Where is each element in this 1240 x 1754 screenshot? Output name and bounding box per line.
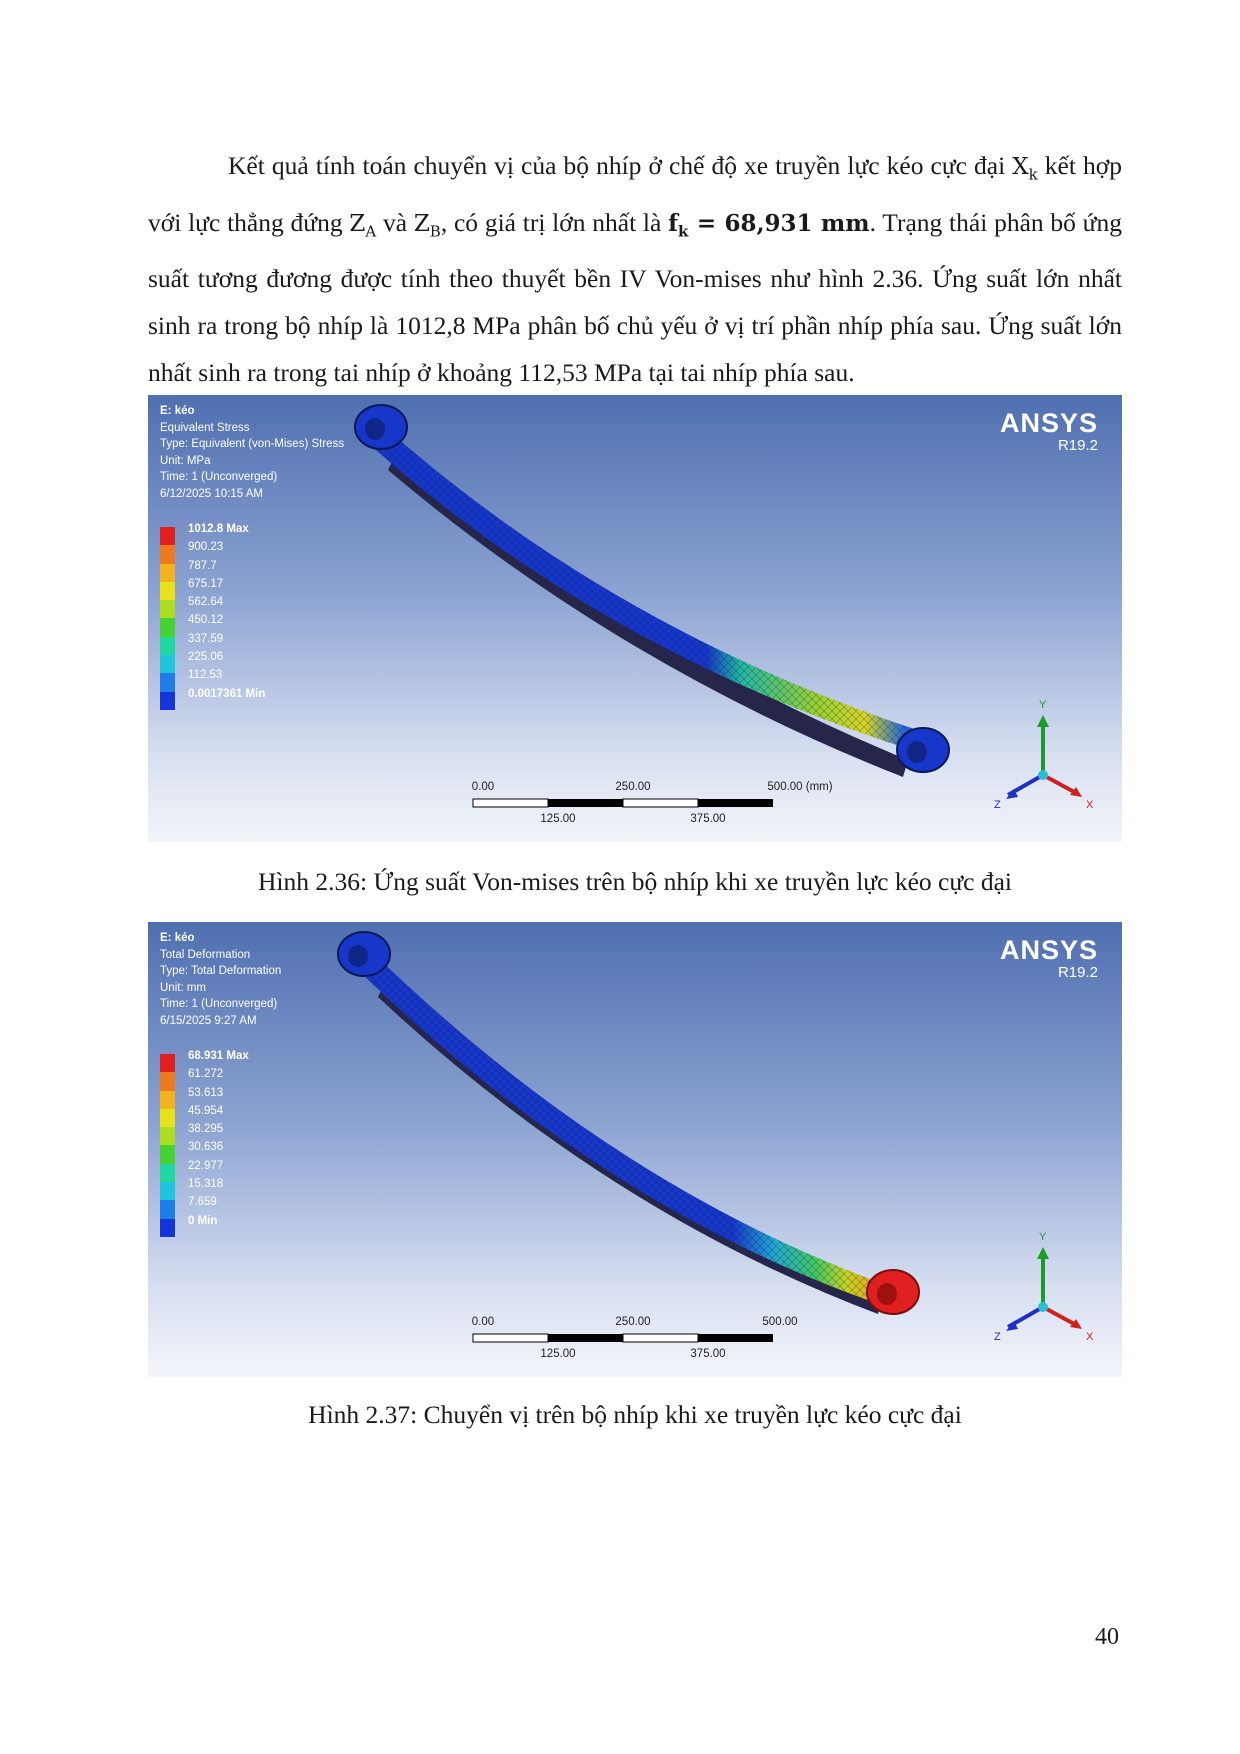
result-time: Time: 1 (Unconverged): [160, 471, 278, 483]
legend-swatch: [160, 582, 175, 600]
legend-swatch: [160, 527, 175, 545]
result-time: Time: 1 (Unconverged): [160, 998, 278, 1010]
scale-label: 0.00: [471, 1316, 495, 1328]
legend-swatch: [160, 1054, 175, 1072]
figure-deformation: E: kéo Total Deformation Type: Total Deformation Unit: mm Time: 1 (Unconverged) 6/15/2025 9:27 AM 68.931 Max 61.272 53.613 45.954 38.295 30.636 22.977 15.318 7.659 0 Min ANSYS R19.2 0.00 250.00 500.00 125.00 375.00 Y Z X: [148, 922, 1122, 1377]
axis-x-label: X: [1086, 1331, 1094, 1343]
result-unit: Unit: mm: [160, 981, 206, 994]
paragraph-text: và: [376, 207, 414, 237]
legend-swatch: [160, 1109, 175, 1127]
ansys-logo: ANSYS R19.2: [999, 935, 1098, 981]
result-name: Total Deformation: [160, 948, 251, 961]
paragraph-text: . Trạng thái phân bố ứng suất tương đương được tính theo thuyết bền IV Von-mises như hình 2.36. Ứng suất lớn nhất sinh ra trong bộ nhíp là 1012,8 MPa phân bố chủ yếu ở vị trí phần nhíp phía sau. Ứng suất lớn nhất sinh ra trong tai nhíp ở khoảng 112,53 MPa tại tai nhíp phía sau.: [148, 207, 1122, 388]
legend-swatch: [160, 692, 175, 710]
scale-label: 500.00: [762, 1316, 798, 1328]
legend-swatch: [160, 564, 175, 582]
legend-swatch: [160, 1091, 175, 1109]
paragraph-text: , có giá trị lớn nhất là: [440, 207, 669, 237]
scale-label: 250.00: [615, 1316, 651, 1328]
scale-label: 125.00: [540, 1348, 576, 1360]
paragraph-text: Kết quả tính toán chuyển vị của bộ nhíp ở chế độ xe truyền lực kéo cực đại: [228, 151, 1013, 180]
spring-main-leaf: [368, 423, 933, 755]
figure-stress: E: kéo Equivalent Stress Type: Equivalent (von-Mises) Stress Unit: MPa Time: 1 (Unconverged) 6/12/2025 10:15 AM 1012.8 Max 900.23 787.7 675.17 562.64 450.12 337.59 225.06 112.53 0.0017361 Min ANSYS R19.2 0.00 250.00 500.00 (mm) 125.00 375.00 Y Z X: [148, 395, 1122, 842]
figure-caption: Hình 2.36: Ứng suất Von-mises trên bộ nhíp khi xe truyền lực kéo cực đại: [258, 867, 1012, 896]
axis-x-label: X: [1086, 799, 1094, 811]
result-unit: Unit: MPa: [160, 454, 211, 467]
result-type: Type: Total Deformation: [160, 965, 282, 977]
legend-swatch: [160, 1164, 175, 1182]
legend-swatch: [160, 637, 175, 655]
analysis-name: E: kéo: [160, 405, 195, 417]
page-number: 40: [1095, 1624, 1119, 1650]
result-info: [160, 930, 281, 1029]
axis-z-label: Z: [994, 1331, 1001, 1343]
symbol-fk: $f_k = 68,931$ mm: [668, 209, 870, 241]
symbol-xk: $X_k$: [1012, 154, 1038, 184]
legend-swatch: [160, 618, 175, 636]
scale-label: 250.00: [615, 781, 651, 793]
scale-label: 500.00 (mm): [767, 781, 833, 793]
result-date: 6/15/2025 9:27 AM: [160, 1014, 257, 1027]
legend-swatch: [160, 1182, 175, 1200]
scale-label: 375.00: [690, 1348, 726, 1360]
axis-y-label: Y: [1039, 699, 1047, 711]
result-name: Equivalent Stress: [160, 421, 250, 434]
result-date: 6/12/2025 10:15 AM: [160, 487, 263, 500]
axis-z-label: Z: [994, 799, 1001, 811]
legend-swatch: [160, 1127, 175, 1145]
body-paragraph: [148, 142, 1122, 396]
legend-swatch: [160, 1072, 175, 1090]
legend-swatch: [160, 600, 175, 618]
legend-swatch: [160, 673, 175, 691]
scale-label: 125.00: [540, 813, 576, 825]
axis-y-label: Y: [1039, 1231, 1047, 1243]
legend-swatch: [160, 545, 175, 563]
leaf-spring-deformation-render: [148, 922, 1122, 1377]
result-info: [160, 403, 344, 502]
result-type: Type: Equivalent (von-Mises) Stress: [160, 438, 345, 450]
scale-label: 375.00: [690, 813, 726, 825]
spring-main-leaf: [358, 950, 878, 1302]
legend-swatch: [160, 1200, 175, 1218]
figure-caption: Hình 2.37: Chuyển vị trên bộ nhíp khi xe truyền lực kéo cực đại: [308, 1400, 962, 1429]
scale-label: 0.00: [471, 781, 495, 793]
analysis-name: E: kéo: [160, 932, 195, 944]
legend-swatch: [160, 1145, 175, 1163]
symbol-zb: $Z_B$: [413, 210, 441, 241]
symbol-za: $Z_A$: [349, 210, 377, 241]
paragraph-text: kết hợp với lực thẳng đứng: [148, 151, 1122, 237]
legend-swatch: [160, 1219, 175, 1237]
legend-swatch: [160, 655, 175, 673]
ansys-logo: ANSYS R19.2: [999, 408, 1098, 454]
